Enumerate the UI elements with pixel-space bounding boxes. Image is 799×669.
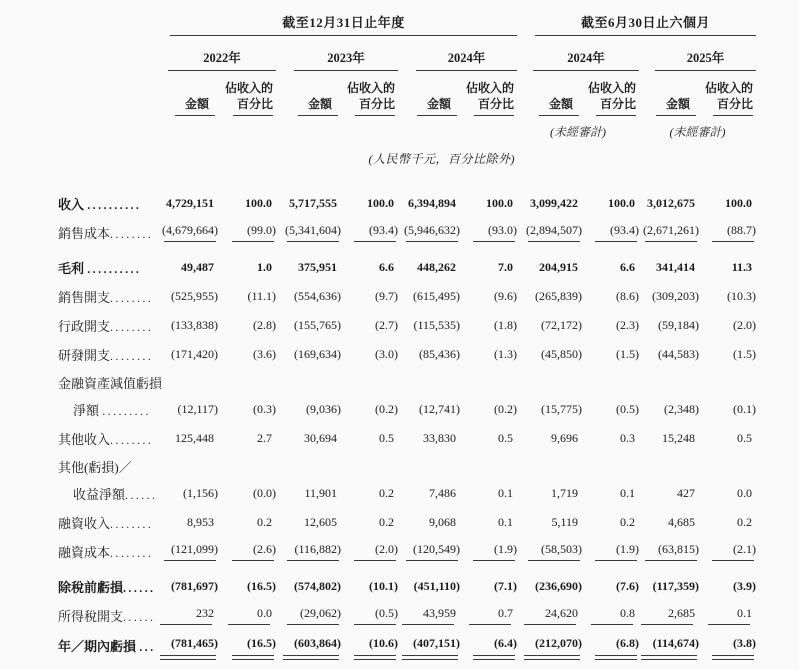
row-label-text: 其他(虧損)／ (58, 459, 132, 475)
amount-cell: (1,156) (183, 486, 218, 501)
amount-header-label: 金額 (426, 97, 451, 112)
percent-cell: 100.0 (367, 196, 394, 211)
row-label (58, 424, 154, 453)
table-row (58, 311, 756, 340)
amount-cell: (615,495) (413, 289, 460, 304)
percent-cell: (6.4) (460, 630, 517, 669)
dot-leader: ........ (110, 291, 154, 306)
year-header-2023: 2023年 (294, 36, 398, 71)
amount-cell: (114,674) (639, 630, 699, 669)
dot-leader: ........ (110, 227, 154, 242)
row-label-text: 毛利 (58, 261, 88, 277)
percent-header-line2: 百分比 (717, 96, 754, 111)
row-label-text: 其他收入 (58, 432, 111, 448)
financial-table (58, 12, 756, 669)
amount-cell: 7,486 (429, 486, 456, 501)
table-row (58, 247, 756, 282)
amount-cell: (407,151) (398, 630, 460, 669)
amount-header-label: 金額 (549, 97, 574, 112)
percent-cell: (2.0) (341, 537, 398, 566)
row-label-text: 除稅前虧損 (58, 580, 124, 596)
dot-leader: ........ (110, 433, 154, 448)
amount-cell: (554,636) (294, 289, 341, 304)
percent-cell: 0.2 (620, 515, 636, 530)
row-label-text: 金融資產減值虧損 (58, 375, 163, 391)
percent-cell: (0.3) (253, 402, 276, 417)
amount-cell: (2,671,261) (639, 218, 699, 247)
unaudited-note: (未經審計) (550, 125, 607, 140)
percent-cell: 7.0 (498, 260, 514, 275)
table-row (58, 218, 756, 247)
percent-cell: (2.8) (253, 318, 276, 333)
amount-header-label: 金額 (184, 97, 209, 112)
percent-cell: 0.1 (620, 486, 636, 501)
percent-cell: (1.5) (733, 347, 757, 362)
dot-leader: ...... (123, 610, 156, 625)
table-row (58, 537, 756, 566)
amount-cell: 427 (677, 486, 696, 501)
amount-cell: 11,901 (304, 486, 337, 501)
percent-cell: 0.2 (379, 486, 394, 501)
amount-cell: 341,414 (656, 260, 696, 275)
amount-cell: 5,717,555 (289, 196, 337, 211)
amount-cell: (2,894,507) (517, 218, 582, 247)
units-note: (人民幣千元，百分比除外) (368, 152, 516, 167)
amount-cell: (15,775) (541, 402, 583, 417)
amount-cell: (59,184) (658, 318, 700, 333)
amount-header-label: 金額 (666, 97, 691, 112)
amount-cell: 49,487 (181, 260, 214, 275)
percent-cell: 0.7 (460, 601, 517, 630)
amount-cell: (115,535) (413, 318, 460, 333)
percent-cell: (0.0) (253, 486, 276, 501)
amount-cell: 4,685 (668, 515, 696, 530)
row-label (58, 167, 150, 218)
year-header-row (58, 36, 756, 71)
dot-leader: ......... (102, 404, 151, 419)
amount-cell: (72,172) (541, 318, 583, 333)
row-label (58, 218, 154, 247)
amount-cell: (63,815) (639, 537, 699, 566)
amount-cell: 3,012,675 (647, 196, 696, 211)
year-header-2022: 2022年 (168, 36, 276, 71)
percent-cell: (93.4) (341, 218, 398, 247)
amount-cell: (155,765) (294, 318, 341, 333)
amount-cell: (4,679,664) (150, 218, 218, 247)
row-label (58, 453, 756, 479)
amount-cell: (45,850) (541, 347, 583, 362)
percent-cell: (10.1) (369, 579, 398, 594)
percent-cell: (3.6) (253, 347, 276, 362)
percent-cell: 0.1 (498, 486, 514, 501)
spacer-cell (58, 36, 150, 71)
percent-header-line2: 百分比 (600, 96, 637, 111)
amount-cell: (451,110) (413, 579, 460, 594)
sub-header-row (58, 71, 756, 116)
table-row (58, 453, 756, 479)
percent-header-line1: 佔收入的 (588, 81, 637, 95)
amount-cell: (5,341,604) (276, 218, 341, 247)
amount-cell: (603,864) (276, 630, 341, 669)
amount-cell: 9,068 (429, 515, 456, 530)
amount-cell: 6,394,894 (408, 196, 456, 211)
percent-cell: (9.6) (494, 289, 518, 304)
percent-cell: 100.0 (725, 196, 753, 211)
amount-cell: 204,915 (539, 260, 579, 275)
amount-cell: 33,830 (423, 431, 456, 446)
percent-cell: (0.5) (616, 402, 640, 417)
row-label-text: 收入 (58, 197, 88, 213)
percent-header-line1: 佔收入的 (466, 81, 515, 95)
period-group-interim: 截至6月30日止六個月 (535, 12, 756, 36)
period-group-annual-cell (150, 12, 517, 36)
dot-leader: ........ (110, 349, 154, 364)
dot-leader: .......... (87, 262, 142, 277)
table-row (58, 340, 756, 369)
amount-cell: (236,690) (535, 579, 583, 594)
dot-leader: ...... (125, 488, 158, 503)
spacer-cell (58, 116, 150, 140)
percent-cell: (1.9) (460, 537, 517, 566)
percent-cell: (16.5) (247, 579, 276, 594)
table-row (58, 566, 756, 601)
dot-leader: ........ (110, 546, 154, 561)
table-row (58, 424, 756, 453)
row-label-text: 融資成本 (58, 545, 111, 561)
percent-cell: (3.0) (375, 347, 398, 362)
amount-cell: (781,697) (171, 579, 218, 594)
dot-leader: .......... (87, 198, 142, 213)
amount-header (150, 71, 218, 116)
units-note-row (58, 140, 756, 167)
percent-cell: (93.4) (582, 218, 639, 247)
dot-leader: ........ (110, 320, 154, 335)
percent-cell: (9.7) (375, 289, 398, 304)
row-label (58, 247, 150, 282)
percent-header (460, 71, 517, 116)
percent-cell: 0.5 (379, 431, 394, 446)
percent-cell: (1.9) (582, 537, 639, 566)
amount-cell: (44,583) (658, 347, 700, 362)
spacer-cell (517, 140, 756, 167)
row-label (58, 282, 154, 311)
amount-cell: 1,719 (551, 486, 579, 501)
amount-header (398, 71, 460, 116)
table-row (58, 395, 756, 424)
row-label-text: 淨額 (73, 403, 103, 419)
percent-cell: (3.9) (733, 579, 757, 594)
amount-cell: 15,248 (662, 431, 696, 446)
percent-cell: 0.5 (498, 431, 514, 446)
row-label-text: 融資收入 (58, 516, 111, 532)
unaudited-row (58, 116, 756, 140)
amount-header (276, 71, 341, 116)
percent-cell: (0.5) (341, 601, 398, 630)
amount-header-label: 金額 (307, 97, 332, 112)
amount-cell: (121,099) (150, 537, 218, 566)
dot-leader: ...... (123, 581, 156, 596)
percent-cell: 2.7 (257, 431, 272, 446)
period-group-row (58, 12, 756, 36)
percent-cell: 100.0 (486, 196, 514, 211)
table-row (58, 167, 756, 218)
percent-cell: (88.7) (699, 218, 756, 247)
amount-cell: 232 (150, 601, 218, 630)
percent-header-line2: 百分比 (358, 96, 395, 111)
percent-cell: (0.2) (494, 402, 518, 417)
percent-cell: 11.3 (731, 260, 753, 275)
percent-cell: (1.8) (494, 318, 518, 333)
year-header-2025-interim: 2025年 (655, 36, 756, 71)
amount-cell: 125,448 (175, 431, 214, 446)
amount-cell: 5,119 (551, 515, 579, 530)
percent-cell: (7.1) (494, 579, 518, 594)
percent-header (341, 71, 398, 116)
amount-cell: (58,503) (517, 537, 582, 566)
spacer-cell (150, 116, 517, 140)
percent-cell: (6.8) (582, 630, 639, 669)
percent-cell: (10.3) (727, 289, 757, 304)
row-label (58, 340, 154, 369)
amount-cell: 43,959 (398, 601, 460, 630)
amount-cell: (12,741) (419, 402, 460, 417)
amount-cell: 4,729,151 (166, 196, 214, 211)
percent-cell: (0.2) (375, 402, 398, 417)
amount-cell: 3,099,422 (530, 196, 579, 211)
amount-cell: (29,062) (276, 601, 341, 630)
dot-leader: ... (139, 640, 156, 655)
percent-header-line1: 佔收入的 (346, 81, 395, 95)
amount-cell: (5,946,632) (398, 218, 460, 247)
row-label (58, 479, 158, 508)
percent-cell: (2.0) (733, 318, 757, 333)
percent-cell: 0.2 (379, 515, 394, 530)
table-row (58, 282, 756, 311)
percent-cell: 0.2 (737, 515, 753, 530)
percent-cell: 6.6 (379, 260, 394, 275)
amount-cell: 24,620 (517, 601, 582, 630)
amount-cell: (117,359) (652, 579, 700, 594)
amount-cell: (574,802) (294, 579, 341, 594)
year-header-2024: 2024年 (416, 36, 517, 71)
amount-cell: (9,036) (306, 402, 341, 417)
amount-cell: 8,953 (187, 515, 214, 530)
percent-cell: 100.0 (245, 196, 272, 211)
percent-cell: (2.3) (616, 318, 640, 333)
percent-header (218, 71, 276, 116)
spacer-cell (58, 71, 150, 116)
table-body (58, 167, 756, 669)
row-label-text: 所得稅開支 (58, 609, 124, 625)
amount-cell: (133,838) (171, 318, 218, 333)
row-label-text: 收益淨額 (73, 487, 126, 503)
row-label-text: 年／期內虧損 (58, 639, 140, 655)
row-label (58, 566, 156, 601)
amount-cell: 12,605 (304, 515, 337, 530)
amount-cell: (2,348) (664, 402, 700, 417)
amount-cell: (12,117) (177, 402, 218, 417)
amount-cell: 9,696 (551, 431, 579, 446)
amount-cell: (85,436) (419, 347, 460, 362)
row-label (58, 601, 156, 630)
row-label (58, 537, 154, 566)
percent-cell: (2.7) (375, 318, 398, 333)
amount-cell: 375,951 (298, 260, 337, 275)
percent-header-line2: 百分比 (478, 96, 515, 111)
percent-header (699, 71, 756, 116)
amount-cell: (120,549) (398, 537, 460, 566)
percent-cell: (8.6) (616, 289, 640, 304)
amount-cell: 448,262 (417, 260, 456, 275)
table-row (58, 630, 756, 669)
table-row (58, 369, 756, 395)
percent-cell: (1.5) (616, 347, 640, 362)
dot-leader: ........ (110, 517, 154, 532)
table-row (58, 479, 756, 508)
percent-cell: (2.1) (699, 537, 756, 566)
percent-cell: (7.6) (616, 579, 640, 594)
year-header-2024-interim: 2024年 (533, 36, 639, 71)
percent-cell: 6.6 (620, 260, 636, 275)
row-label (58, 395, 150, 424)
percent-cell: 0.1 (498, 515, 514, 530)
amount-cell: 2,685 (639, 601, 699, 630)
percent-cell: 100.0 (608, 196, 636, 211)
percent-header-line1: 佔收入的 (705, 81, 754, 95)
percent-cell: (93.0) (460, 218, 517, 247)
percent-cell: 0.1 (699, 601, 756, 630)
percent-header (582, 71, 639, 116)
percent-cell: (99.0) (218, 218, 276, 247)
table-row (58, 601, 756, 630)
percent-header-line1: 佔收入的 (224, 81, 273, 95)
row-label-text: 行政開支 (58, 319, 111, 335)
percent-cell: 0.3 (620, 431, 636, 446)
percent-cell: (3.8) (699, 630, 756, 669)
amount-cell: (171,420) (171, 347, 218, 362)
row-label (58, 630, 156, 669)
row-label-text: 銷售成本 (58, 226, 111, 242)
percent-cell: (0.1) (733, 402, 757, 417)
row-label (58, 508, 154, 537)
spacer-cell (58, 12, 150, 36)
table-row (58, 508, 756, 537)
spacer-cell (58, 140, 150, 167)
amount-header (517, 71, 582, 116)
percent-cell: 0.0 (737, 486, 753, 501)
percent-header-line2: 百分比 (236, 96, 273, 111)
amount-cell: 30,694 (304, 431, 337, 446)
percent-cell: 0.8 (582, 601, 639, 630)
amount-cell: (265,839) (535, 289, 583, 304)
percent-cell: (2.6) (218, 537, 276, 566)
row-label (58, 369, 756, 395)
percent-cell: (16.5) (218, 630, 276, 669)
amount-cell: (116,882) (276, 537, 341, 566)
amount-cell: (212,070) (517, 630, 582, 669)
amount-cell: (781,465) (150, 630, 218, 669)
period-group-interim-cell (517, 12, 756, 36)
unaudited-note: (未經審計) (669, 125, 726, 140)
row-label (58, 311, 154, 340)
percent-cell: (11.1) (247, 289, 276, 304)
percent-cell: (10.6) (341, 630, 398, 669)
amount-cell: (309,203) (652, 289, 700, 304)
period-group-annual: 截至12月31日止年度 (170, 12, 517, 36)
amount-header (639, 71, 699, 116)
percent-cell: (1.3) (494, 347, 518, 362)
percent-cell: 0.0 (218, 601, 276, 630)
percent-cell: 0.5 (737, 431, 753, 446)
row-label-text: 銷售開支 (58, 290, 111, 306)
amount-cell: (525,955) (171, 289, 218, 304)
amount-cell: (169,634) (294, 347, 341, 362)
row-label-text: 研發開支 (58, 348, 111, 364)
percent-cell: 0.2 (257, 515, 272, 530)
percent-cell: 1.0 (257, 260, 272, 275)
